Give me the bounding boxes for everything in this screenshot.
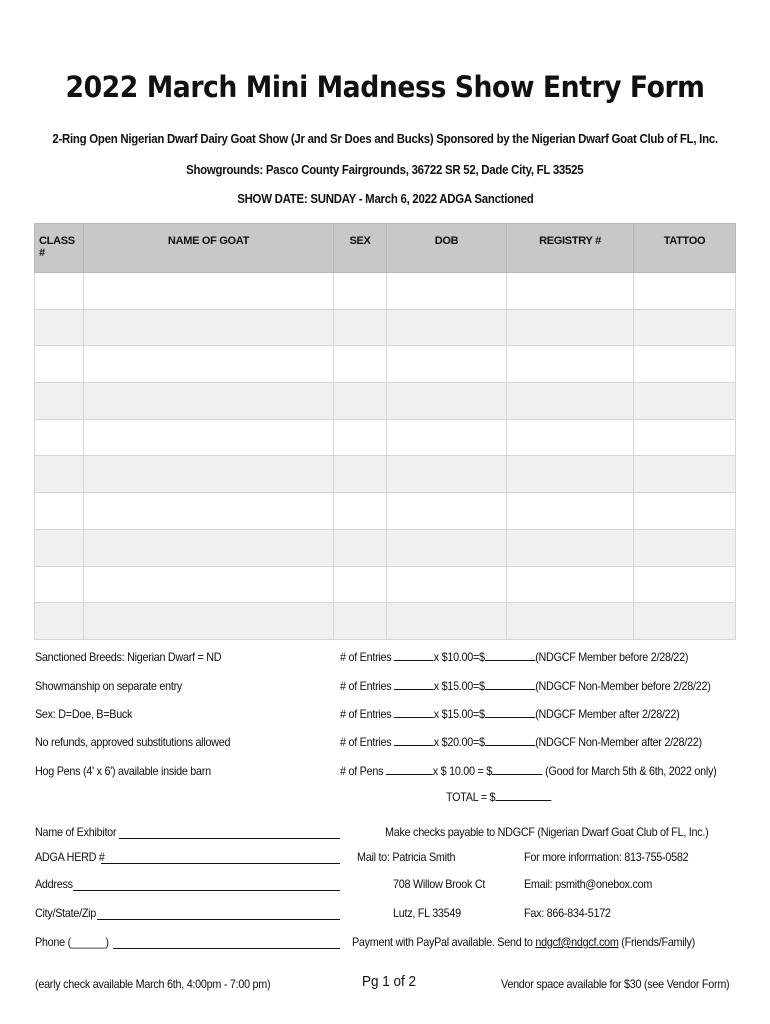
goat-name-cell[interactable] (84, 529, 334, 566)
class-cell[interactable] (35, 273, 84, 310)
sex-cell[interactable] (334, 346, 387, 383)
sex-cell[interactable] (334, 383, 387, 420)
sex-cell[interactable] (334, 419, 387, 456)
tattoo-cell[interactable] (634, 456, 736, 493)
header-tattoo: TATTOO (634, 224, 736, 273)
table-row (35, 383, 736, 420)
exhibitor-name-field[interactable] (119, 838, 340, 839)
fee-row-pens: # of Pens x $ 10.00 = $ (Good for March 5th & 6th, 2022 only) (340, 764, 717, 778)
goat-name-cell[interactable] (84, 383, 334, 420)
vendor-space-text: Vendor space available for $30 (see Vendor Form) (501, 977, 730, 991)
class-cell[interactable] (35, 346, 84, 383)
fee-row-nonmember-after: # of Entries x $20.00=$ (NDGCF Non-Member after 2/28/22) (340, 735, 702, 749)
class-cell[interactable] (35, 383, 84, 420)
registry-cell[interactable] (507, 456, 634, 493)
dob-cell[interactable] (387, 419, 507, 456)
table-row (35, 493, 736, 530)
table-row (35, 603, 736, 640)
mail-to-text: Mail to: Patricia Smith (357, 850, 456, 864)
sex-cell[interactable] (334, 456, 387, 493)
exhibitor-name-label: Name of Exhibitor (35, 825, 117, 839)
pens-amount-field[interactable] (492, 764, 542, 775)
entries-count-field[interactable] (394, 679, 434, 690)
entries-count-field[interactable] (394, 707, 434, 718)
class-cell[interactable] (35, 566, 84, 603)
subtitle-show-date: SHOW DATE: SUNDAY - March 6, 2022 ADGA Sanctioned (236, 191, 534, 206)
phone-field[interactable] (113, 948, 340, 949)
sex-cell[interactable] (334, 529, 387, 566)
header-registry: REGISTRY # (507, 224, 634, 273)
tattoo-cell[interactable] (634, 346, 736, 383)
registry-cell[interactable] (507, 383, 634, 420)
address-field[interactable] (73, 890, 340, 891)
sex-cell[interactable] (334, 566, 387, 603)
sex-cell[interactable] (334, 603, 387, 640)
tattoo-cell[interactable] (634, 383, 736, 420)
pens-count-field[interactable] (386, 764, 433, 775)
registry-cell[interactable] (507, 346, 634, 383)
tattoo-cell[interactable] (634, 603, 736, 640)
registry-cell[interactable] (507, 419, 634, 456)
dob-cell[interactable] (387, 566, 507, 603)
tattoo-cell[interactable] (634, 566, 736, 603)
hog-pens-text: Hog Pens (4' x 6') available inside barn (35, 764, 211, 778)
refunds-text: No refunds, approved substitutions allowed (35, 735, 231, 749)
goat-name-cell[interactable] (84, 493, 334, 530)
entry-table (34, 223, 736, 640)
registry-cell[interactable] (507, 309, 634, 346)
subtitle-sponsor: 2-Ring Open Nigerian Dwarf Dairy Goat Show (Jr and Sr Does and Bucks) Sponsored by the Nigerian Dwarf Goat Club of FL, Inc. (52, 131, 718, 146)
table-row (35, 529, 736, 566)
goat-name-cell[interactable] (84, 346, 334, 383)
total-row: TOTAL = $ (446, 790, 563, 804)
email-text: Email: psmith@onebox.com (524, 877, 653, 891)
paypal-email-link[interactable]: ndgcf@ndgcf.com (535, 935, 619, 949)
goat-name-cell[interactable] (84, 273, 334, 310)
showmanship-text: Showmanship on separate entry (35, 679, 183, 693)
city-state-zip-label: City/State/Zip (35, 906, 97, 920)
subtitle-showgrounds: Showgrounds: Pasco County Fairgrounds, 36722 SR 52, Dade City, FL 33525 (186, 162, 584, 177)
early-check-text: (early check available March 6th, 4:00pm - 7:00 pm) (35, 977, 271, 991)
dob-cell[interactable] (387, 493, 507, 530)
more-info-text: For more information: 813-755-0582 (524, 850, 689, 864)
sex-cell[interactable] (334, 309, 387, 346)
dob-cell[interactable] (387, 456, 507, 493)
table-header-row (35, 224, 736, 273)
fax-text: Fax: 866-834-5172 (524, 906, 611, 920)
tattoo-cell[interactable] (634, 309, 736, 346)
form-title: 2022 March Mini Madness Show Entry Form (65, 70, 705, 104)
table-row (35, 566, 736, 603)
goat-name-cell[interactable] (84, 603, 334, 640)
goat-name-cell[interactable] (84, 456, 334, 493)
sex-cell[interactable] (334, 273, 387, 310)
sex-cell[interactable] (334, 493, 387, 530)
mail-street-text: 708 Willow Brook Ct (393, 877, 486, 891)
adga-herd-label: ADGA HERD # (35, 850, 105, 864)
tattoo-cell[interactable] (634, 273, 736, 310)
goat-name-cell[interactable] (84, 309, 334, 346)
table-row (35, 419, 736, 456)
dob-cell[interactable] (387, 603, 507, 640)
dob-cell[interactable] (387, 309, 507, 346)
tattoo-cell[interactable] (634, 419, 736, 456)
class-cell[interactable] (35, 456, 84, 493)
dob-cell[interactable] (387, 529, 507, 566)
entries-count-field[interactable] (394, 650, 434, 661)
class-cell[interactable] (35, 603, 84, 640)
class-cell[interactable] (35, 309, 84, 346)
city-state-zip-field[interactable] (97, 919, 340, 920)
registry-cell[interactable] (507, 273, 634, 310)
fee-row-nonmember-before: # of Entries x $15.00=$ (NDGCF Non-Member before 2/28/22) (340, 679, 711, 693)
registry-cell[interactable] (507, 529, 634, 566)
tattoo-cell[interactable] (634, 493, 736, 530)
fee-row-member-before: # of Entries x $10.00=$ (NDGCF Member before 2/28/22) (340, 650, 689, 664)
page-number: Pg 1 of 2 (362, 973, 417, 990)
fee-amount-field[interactable] (485, 650, 535, 661)
sanctioned-breeds-text: Sanctioned Breeds: Nigerian Dwarf = ND (35, 650, 222, 664)
fee-amount-field[interactable] (485, 707, 535, 718)
header-sex: SEX (334, 224, 387, 273)
goat-name-cell[interactable] (84, 566, 334, 603)
header-name-of-goat: NAME OF GOAT (84, 224, 334, 273)
dob-cell[interactable] (387, 273, 507, 310)
table-row (35, 346, 736, 383)
header-dob: DOB (387, 224, 507, 273)
table-row (35, 456, 736, 493)
fee-row-member-after: # of Entries x $15.00=$ (NDGCF Member after 2/28/22) (340, 707, 680, 721)
registry-cell[interactable] (507, 566, 634, 603)
paypal-text: Payment with PayPal available. Send to ndgcf@ndgcf.com (Friends/Family) (352, 935, 695, 949)
goat-name-cell[interactable] (84, 419, 334, 456)
mail-city-text: Lutz, FL 33549 (393, 906, 461, 920)
table-row (35, 309, 736, 346)
phone-label: Phone (______) (35, 935, 109, 949)
class-cell[interactable] (35, 419, 84, 456)
total-amount-field[interactable] (495, 790, 551, 801)
entries-count-field[interactable] (394, 735, 434, 746)
dob-cell[interactable] (387, 346, 507, 383)
fee-amount-field[interactable] (485, 735, 535, 746)
class-cell[interactable] (35, 493, 84, 530)
dob-cell[interactable] (387, 383, 507, 420)
address-label: Address (35, 877, 73, 891)
fee-amount-field[interactable] (485, 679, 535, 690)
class-cell[interactable] (35, 529, 84, 566)
registry-cell[interactable] (507, 493, 634, 530)
checks-payable-text: Make checks payable to NDGCF (Nigerian Dwarf Goat Club of FL, Inc.) (385, 825, 709, 839)
sex-legend-text: Sex: D=Doe, B=Buck (35, 707, 133, 721)
adga-herd-field[interactable] (101, 863, 340, 864)
header-class: CLASS # (35, 224, 84, 273)
tattoo-cell[interactable] (634, 529, 736, 566)
table-row (35, 273, 736, 310)
registry-cell[interactable] (507, 603, 634, 640)
